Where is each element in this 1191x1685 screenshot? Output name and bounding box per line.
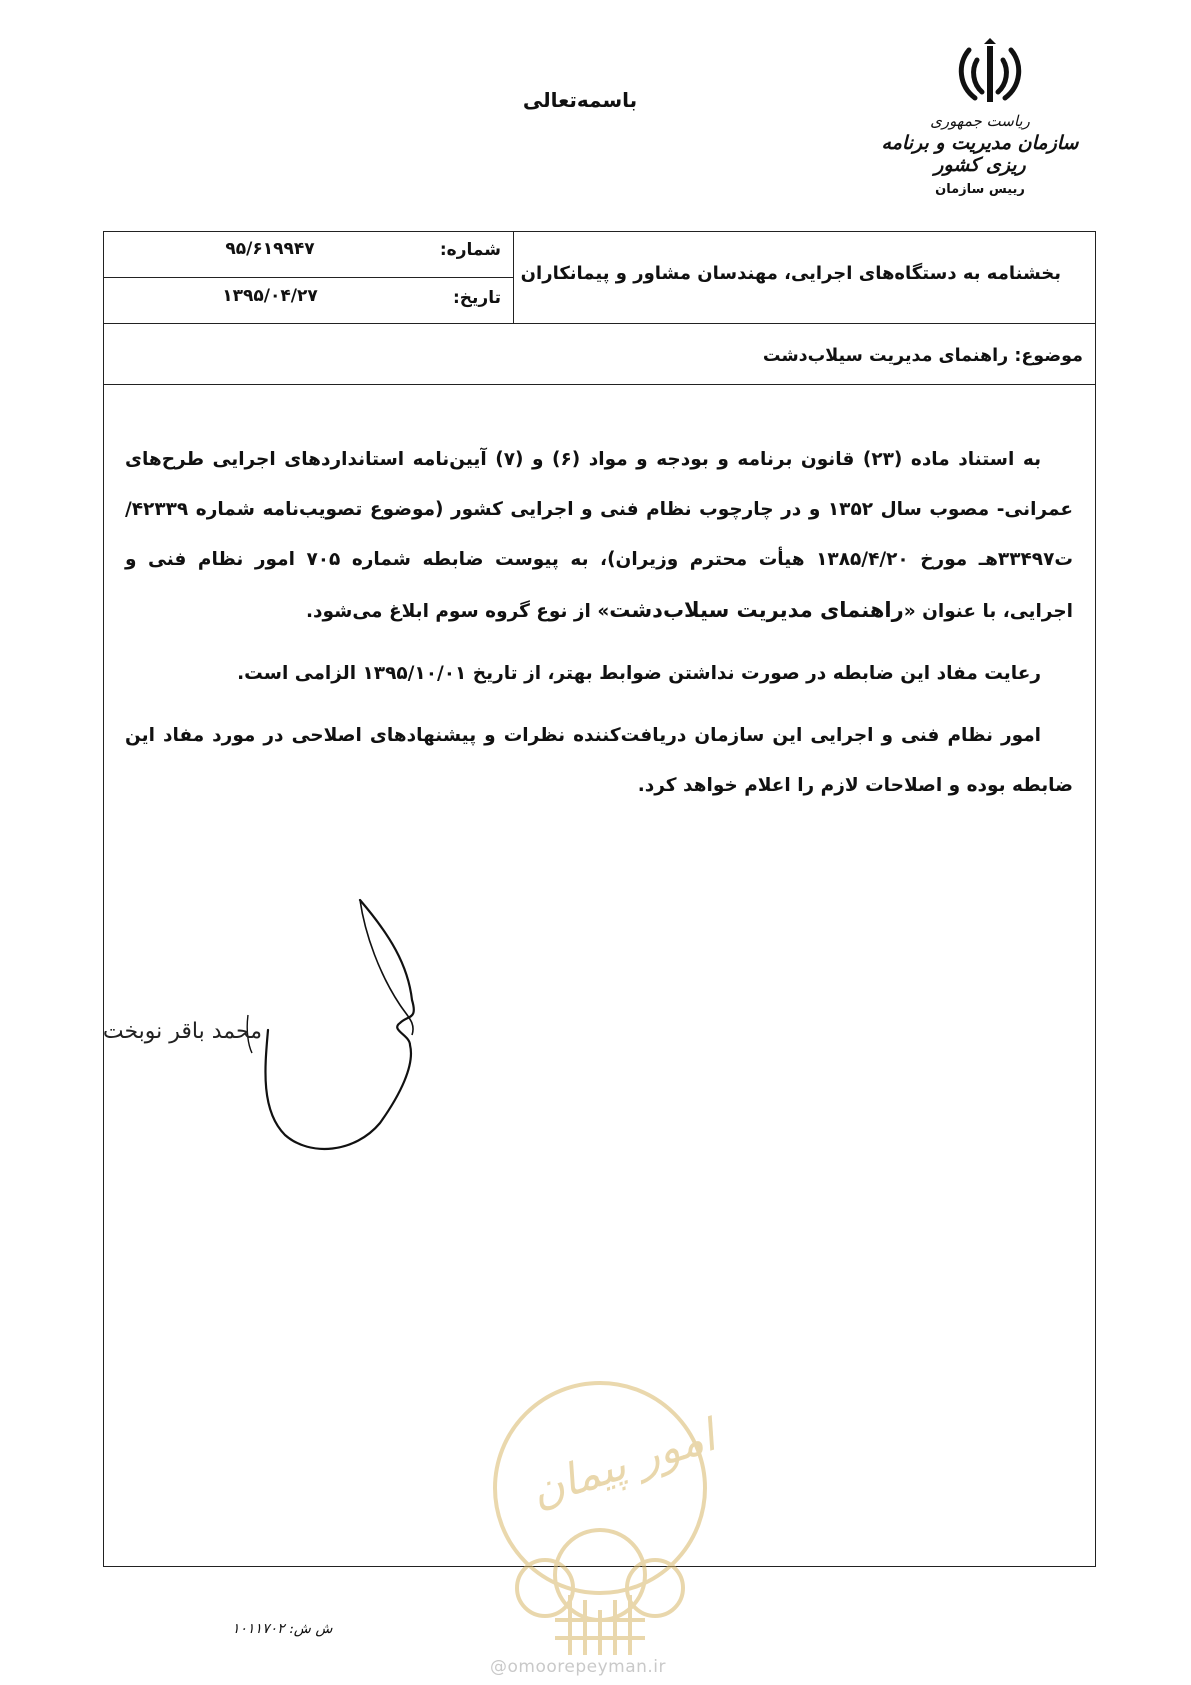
paragraph-3: امور نظام فنی و اجرایی این سازمان دریافت‌کننده نظرات و پیشنهادهای اصلاحی در مورد مفاد این ضابطه بوده و اصلاحات لازم را اعلام خواهد کرد. [125,725,1073,796]
date-label: تاریخ: [453,288,501,308]
org-name: سازمان مدیریت و برنامه ریزی کشور [881,132,1079,176]
guideline-title: راهنمای مدیریت سیلاب‌دشت [609,598,904,622]
organization-block [870,112,1090,197]
addressee-line: بخشنامه به دستگاه‌های اجرایی، مهندسان مشاور و پیمانکاران [520,263,1061,284]
paragraph-1-text: به استناد ماده (۲۳) قانون برنامه و بودجه و مواد (۶) و (۷) آیین‌نامه استانداردهای اجرایی طرح‌های عمرانی- مصوب سال ۱۳۵۲ و در چارچوب نظام فنی و اجرایی کشور (موضوع تصویب‌نامه شماره ۴۲۳۳۹/ت۳۳۴۹۷هـ مورخ ۱۳۸۵/۴/۲۰ هیأت محترم وزیران)، به پیوست ضابطه شماره ۷۰۵ امور نظام فنی و اجرایی، با عنوان « [125,449,1073,622]
org-position: رییس سازمان [935,182,1025,197]
watermark-text: امور پیمان [524,1410,722,1518]
number-label: شماره: [439,240,501,260]
letter-number: ۹۵/۶۱۹۹۴۷ [225,239,315,259]
signature-name: محمد باقر نوبخت [102,1019,262,1044]
paragraph-2: رعایت مفاد این ضابطه در صورت نداشتن ضوابط بهتر، از تاریخ ۱۳۹۵/۱۰/۰۱ الزامی است. [237,663,1041,684]
org-presidency: ریاست جمهوری [930,112,1030,130]
invocation-heading: باسمه‌تعالی [522,88,638,112]
paragraph-1 [125,435,1073,637]
subject-label: موضوع: [1014,346,1083,366]
header-row-divider [103,323,1096,324]
subject-value: راهنمای مدیریت سیلاب‌دشت [762,346,1009,366]
meta-row-divider [103,277,513,278]
signature [102,895,470,1155]
meta-column-divider [513,231,514,323]
subject-row-divider [103,384,1096,385]
footer-reference: ش ش: ۱۰۱۱۷۰۲ [232,1621,333,1637]
watermark-seal [485,1370,722,1660]
letter-date: ۱۳۹۵/۰۴/۲۷ [222,286,318,306]
iran-emblem-icon [955,38,1025,108]
paragraph-1-tail: » از نوع گروه سوم ابلاغ می‌شود. [306,601,610,622]
footer-website: @omoorepeyman.ir [490,1657,667,1677]
letter-body [125,435,1073,823]
subject-line [763,346,1083,366]
